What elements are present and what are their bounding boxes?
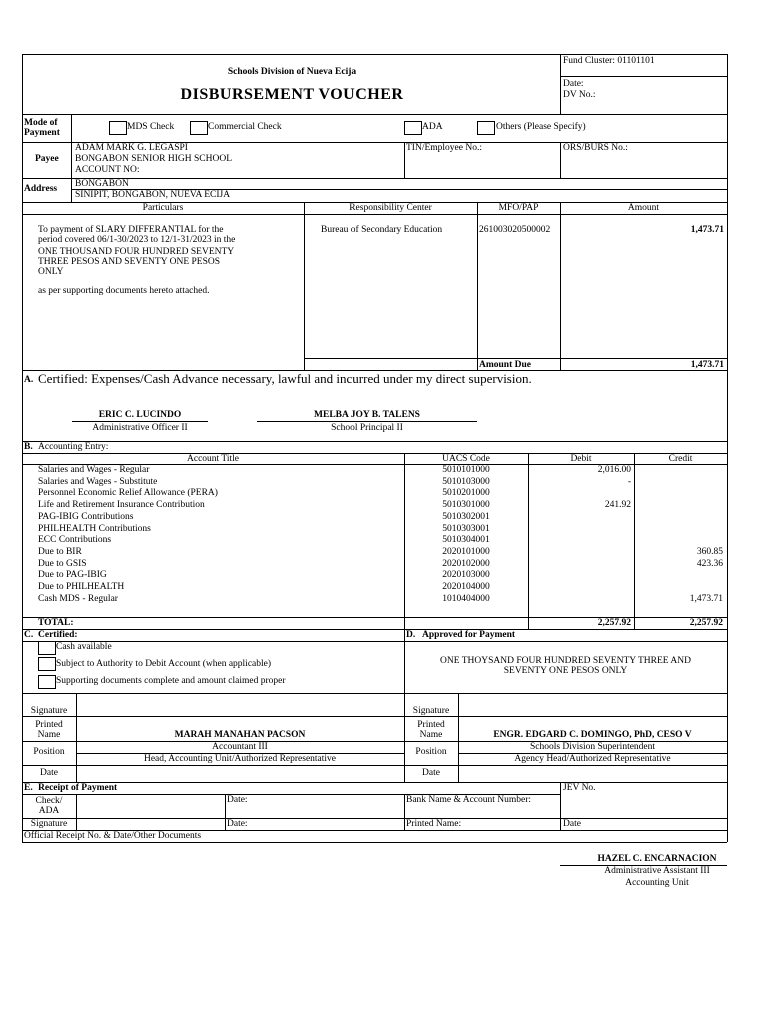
entry-uacs-code: 5010304001 xyxy=(442,535,490,545)
entry-uacs-code: 5010301000 xyxy=(442,500,490,510)
section-e-letter: E. xyxy=(24,783,33,793)
footer-name: HAZEL C. ENCARNACION xyxy=(597,854,717,864)
ada-checkbox[interactable] xyxy=(404,121,422,135)
particulars-text-1: To payment of SLARY DIFFERANTIAL for the xyxy=(38,225,224,235)
entry-account-title: Salaries and Wages - Substitute xyxy=(38,477,158,487)
entry-account-title: ECC Contributions xyxy=(38,535,112,545)
responsibility-center-value: Bureau of Secondary Education xyxy=(321,225,443,235)
d-position-1: Schools Division Superintendent xyxy=(529,742,656,752)
d-position-2: Agency Head/Authorized Representative xyxy=(514,754,671,764)
entry-uacs-code: 2020103000 xyxy=(442,570,490,580)
c-printed-label-2: Name xyxy=(37,730,61,740)
payee-label: Payee xyxy=(35,154,59,164)
e-signature-label: Signature xyxy=(30,819,68,829)
mode-label-1: Mode of xyxy=(24,118,58,128)
entry-account-title: Cash MDS - Regular xyxy=(38,594,118,604)
check-ada-label-2: ADA xyxy=(38,806,60,816)
section-c-letter: C. xyxy=(24,630,34,640)
ada-label: ADA xyxy=(422,122,443,132)
c-date-label: Date xyxy=(40,768,58,778)
account-title-header: Account Title xyxy=(187,454,239,464)
mds-check-checkbox[interactable] xyxy=(109,121,127,135)
entry-uacs-code: 5010303001 xyxy=(442,524,490,534)
official-receipt-label: Official Receipt No. & Date/Other Documents xyxy=(24,831,202,841)
signatory-2-name: MELBA JOY B. TALENS xyxy=(314,410,420,420)
entry-uacs-code: 1010404000 xyxy=(442,594,490,604)
entry-account-title: Due to BIR xyxy=(38,547,82,557)
amount-due-value: 1,473.71 xyxy=(690,360,724,370)
total-credit: 2,257.92 xyxy=(689,618,723,628)
mfo-pap-value: 261003020500002 xyxy=(479,225,551,235)
check-ada-label-1: Check/ xyxy=(35,796,63,806)
dv-number-label: DV No.: xyxy=(563,90,596,100)
amount-value: 1,473.71 xyxy=(690,225,724,235)
fund-cluster: Fund Cluster: 01101101 xyxy=(563,56,655,66)
authority-debit-checkbox[interactable] xyxy=(38,657,56,671)
entry-uacs-code: 5010302001 xyxy=(442,512,490,522)
amount-words-2: THREE PESOS AND SEVENTY ONE PESOS xyxy=(38,257,221,267)
entry-account-title: Life and Retirement Insurance Contribution xyxy=(38,500,205,510)
address-line-1: BONGABON xyxy=(75,179,129,189)
credit-header: Credit xyxy=(668,454,693,464)
frame-bottom xyxy=(22,842,727,843)
section-e-label: Receipt of Payment xyxy=(38,783,118,793)
entry-account-title: Due to GSIS xyxy=(38,559,87,569)
d-signature-label: Signature xyxy=(412,706,450,716)
entry-account-title: Salaries and Wages - Regular xyxy=(38,465,150,475)
section-d-label: Approved for Payment xyxy=(422,630,516,640)
entry-account-title: Due to PAG-IBIG xyxy=(38,570,107,580)
entry-debit: - xyxy=(627,477,631,487)
address-line-2: SINIPIT, BONGABON, NUEVA ECIJA xyxy=(75,190,231,200)
tin-label: TIN/Employee No.: xyxy=(406,143,482,153)
entry-credit: 1,473.71 xyxy=(689,594,723,604)
entry-credit: 423.36 xyxy=(696,559,723,569)
amount-words-1: ONE THOUSAND FOUR HUNDRED SEVENTY xyxy=(38,247,235,257)
c-printed-name: MARAH MANAHAN PACSON xyxy=(174,730,306,740)
entry-account-title: Personnel Economic Relief Allowance (PERA) xyxy=(38,488,218,498)
date-label: Date: xyxy=(563,79,584,89)
supporting-note: as per supporting documents hereto attached. xyxy=(38,286,210,296)
c-position-1: Accountant III xyxy=(212,742,268,752)
e-date3-label: Date xyxy=(563,819,581,829)
section-c-label: Certified: xyxy=(38,630,78,640)
e-date-label: Date: xyxy=(227,795,248,805)
entry-account-title: PHILHEALTH Contributions xyxy=(38,524,151,534)
entry-uacs-code: 2020101000 xyxy=(442,547,490,557)
org-name: Schools Division of Nueva Ecija xyxy=(227,67,357,77)
cash-available-label: Cash available xyxy=(56,642,112,652)
entry-uacs-code: 2020102000 xyxy=(442,559,490,569)
d-printed-label-1: Printed xyxy=(417,720,445,730)
c-position-label: Position xyxy=(33,747,65,757)
signatory-1-title: Administrative Officer II xyxy=(92,423,188,433)
c-position-2: Head, Accounting Unit/Authorized Representative xyxy=(143,754,337,764)
supporting-docs-checkbox[interactable] xyxy=(38,675,56,689)
cash-available-checkbox[interactable] xyxy=(38,641,56,655)
signatory-2-title: School Principal II xyxy=(331,423,403,433)
payee-school: BONGABON SENIOR HIGH SCHOOL xyxy=(75,154,233,164)
c-printed-label-1: Printed xyxy=(35,720,63,730)
section-b-letter: B. xyxy=(24,442,33,452)
signatory-1-name: ERIC C. LUCINDO xyxy=(98,410,182,420)
footer-unit: Accounting Unit xyxy=(625,878,689,888)
footer-title: Administrative Assistant III xyxy=(604,866,710,876)
frame-top xyxy=(22,54,727,55)
entry-credit: 360.85 xyxy=(696,547,723,557)
entry-uacs-code: 5010201000 xyxy=(442,488,490,498)
supporting-docs-label: Supporting documents complete and amount claimed proper xyxy=(56,676,286,686)
entry-uacs-code: 5010101000 xyxy=(442,465,490,475)
responsibility-center-header: Responsibility Center xyxy=(349,203,432,213)
entry-debit: 2,016.00 xyxy=(597,465,631,475)
approved-words-2: SEVENTY ONE PESOS ONLY xyxy=(503,666,628,676)
amount-header: Amount xyxy=(627,203,660,213)
d-date-label: Date xyxy=(422,768,440,778)
particulars-text-2: period covered 06/1-30/2023 to 12/1-31/2023 in the xyxy=(38,235,236,245)
total-label: TOTAL: xyxy=(38,618,74,628)
d-position-label: Position xyxy=(415,747,447,757)
mode-label-2: Payment xyxy=(24,128,60,138)
amount-due-label: Amount Due xyxy=(479,360,531,370)
section-a-certification: Certified: Expenses/Cash Advance necessary, lawful and incurred under my direct supervision. xyxy=(38,371,532,386)
entry-account-title: PAG-IBIG Contributions xyxy=(38,512,134,522)
payee-account: ACCOUNT NO: xyxy=(75,165,140,175)
others-label: Others (Please Specify) xyxy=(496,122,586,132)
ors-label: ORS/BURS No.: xyxy=(563,143,628,153)
form-title: DISBURSEMENT VOUCHER xyxy=(180,86,404,103)
d-printed-name: ENGR. EDGARD C. DOMINGO, PhD, CESO V xyxy=(493,730,692,740)
total-debit: 2,257.92 xyxy=(597,618,631,628)
payee-name: ADAM MARK G. LEGASPI xyxy=(75,143,188,153)
others-checkbox[interactable] xyxy=(477,121,495,135)
entry-debit: 241.92 xyxy=(604,500,631,510)
e-date2-label: Date: xyxy=(227,819,248,829)
commercial-check-label: Commercial Check xyxy=(208,122,282,132)
bank-account-label: Bank Name & Account Number: xyxy=(406,795,532,805)
e-printed-name-label: Printed Name: xyxy=(406,819,462,829)
accounting-entry-label: Accounting Entry: xyxy=(38,442,109,452)
commercial-check-checkbox[interactable] xyxy=(190,121,208,135)
c-signature-label: Signature xyxy=(30,706,68,716)
particulars-header: Particulars xyxy=(142,203,184,213)
mds-check-label: MDS Check xyxy=(127,122,175,132)
frame-right xyxy=(727,54,728,842)
debit-header: Debit xyxy=(570,454,592,464)
section-d-letter: D. xyxy=(406,630,416,640)
amount-words-3: ONLY xyxy=(38,267,64,277)
authority-debit-label: Subject to Authority to Debit Account (when applicable) xyxy=(56,659,272,669)
mfo-pap-header: MFO/PAP xyxy=(498,203,539,213)
jev-label: JEV No. xyxy=(563,783,596,793)
d-printed-label-2: Name xyxy=(419,730,443,740)
uacs-code-header: UACS Code xyxy=(442,454,490,464)
entry-uacs-code: 5010103000 xyxy=(442,477,490,487)
entry-uacs-code: 2020104000 xyxy=(442,582,490,592)
address-label: Address xyxy=(24,184,58,194)
section-a-letter: A. xyxy=(24,375,34,385)
entry-account-title: Due to PHILHEALTH xyxy=(38,582,125,592)
approved-words-1: ONE THOYSAND FOUR HUNDRED SEVENTY THREE AND xyxy=(439,656,692,666)
